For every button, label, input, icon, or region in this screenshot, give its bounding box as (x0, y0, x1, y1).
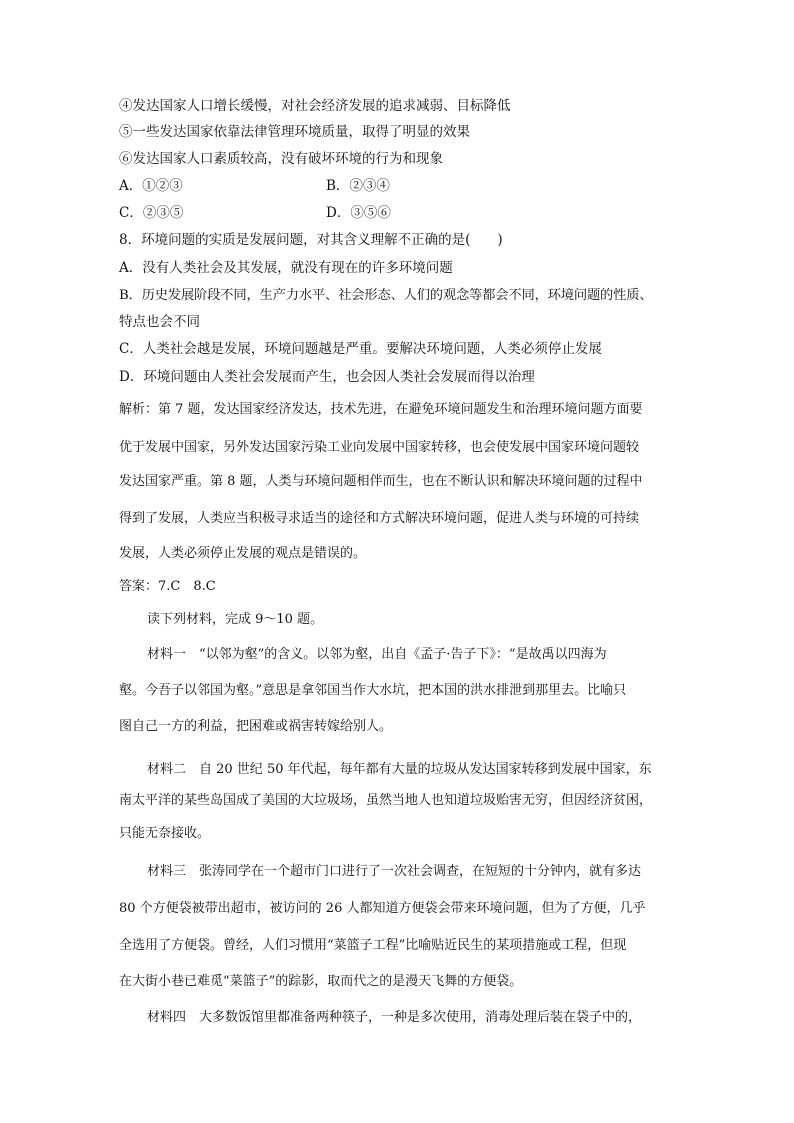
material-one-line: 图自己一方的利益，把困难或祸害转嫁给别人。 (119, 719, 393, 734)
answer: 答案：7.C 8.C (119, 579, 216, 594)
q7-item-4: ④发达国家人口增长缓慢，对社会经济发展的追求减弱、目标降低 (119, 98, 511, 114)
material-one-line: 壑。今吾子以邻国为壑。”意思是拿邻国当作大水坑，把本国的洪水排泄到那里去。比喻只 (119, 683, 627, 698)
material-three-line: 80 个方便袋被带出超市，被访问的 26 人都知道方便袋会带来环境问题，但为了方便，几乎 (119, 901, 646, 916)
q7-item-6: ⑥发达国家人口素质较高，没有破坏环境的行为和现象 (119, 151, 443, 167)
q8-option-d: D．环境问题由人类社会发展而产生，也会因人类社会发展而得以治理 (119, 369, 535, 385)
material-two-line: 只能无奈接收。 (119, 826, 211, 841)
q7-option-b: B．②③④ (326, 178, 390, 194)
q7-option-a: A．①②③ (119, 178, 183, 194)
material-three-line: 在大街小巷已难觅“菜篮子”的踪影，取而代之的是漫天飞舞的方便袋。 (119, 974, 523, 989)
analysis-line: 发达国家严重。第 8 题，人类与环境问题相伴而生，也在不断认识和解决环境问题的过程中 (119, 474, 643, 489)
q8-stem: 8．环境问题的实质是发展问题，对其含义理解不正确的是( ) (119, 232, 503, 248)
q8-option-b-cont: 特点也会不同 (119, 314, 200, 330)
material-one-line: 材料一 “以邻为壑”的含义。以邻为壑，出自《孟子·告子下》：“是故禹以四海为 (147, 647, 607, 662)
q7-item-5: ⑤一些发达国家依靠法律管理环境质量，取得了明显的效果 (119, 124, 470, 140)
analysis-line: 优于发展中国家，另外发达国家污染工业向发展中国家转移，也会使发展中国家环境问题较 (119, 440, 640, 455)
material-four-line: 材料四 大多数饭馆里都准备两种筷子，一种是多次使用，消毒处理后装在袋子中的， (147, 1010, 642, 1025)
q7-option-d: D．③⑤⑥ (326, 205, 391, 221)
material-two-line: 南太平洋的某些岛国成了美国的大垃圾场，虽然当地人也知道垃圾贻害无穷，但因经济贫困， (119, 793, 653, 808)
material-three-line: 全选用了方便袋。曾经，人们习惯用“菜篮子工程”比喻贴近民生的某项措施或工程，但现 (119, 938, 627, 953)
q8-option-c: C．人类社会越是发展，环境问题越是严重。要解决环境问题，人类必须停止发展 (119, 341, 602, 357)
q8-option-a: A．没有人类社会及其发展，就没有现在的许多环境问题 (119, 260, 453, 276)
q7-option-c: C．②③⑤ (119, 205, 184, 221)
analysis-line: 解析：第 7 题，发达国家经济发达，技术先进，在避免环境问题发生和治理环境问题方面要 (119, 402, 643, 417)
material-intro: 读下列材料，完成 9～10 题。 (147, 612, 324, 627)
material-three-line: 材料三 张涛同学在一个超市门口进行了一次社会调查，在短短的十分钟内，就有多达 (147, 864, 642, 879)
analysis-line: 得到了发展，人类应当积极寻求适当的途径和方式解决环境问题，促进人类与环境的可持续 (119, 511, 640, 526)
material-two-line: 材料二 自 20 世纪 50 年代起，每年都有大量的垃圾从发达国家转移到发展中国家，东 (147, 762, 652, 777)
analysis-line: 发展，人类必须停止发展的观点是错误的。 (119, 546, 367, 561)
q8-option-b: B．历史发展阶段不同，生产力水平、社会形态、人们的观念等都会不同，环境问题的性质、 (119, 288, 653, 303)
